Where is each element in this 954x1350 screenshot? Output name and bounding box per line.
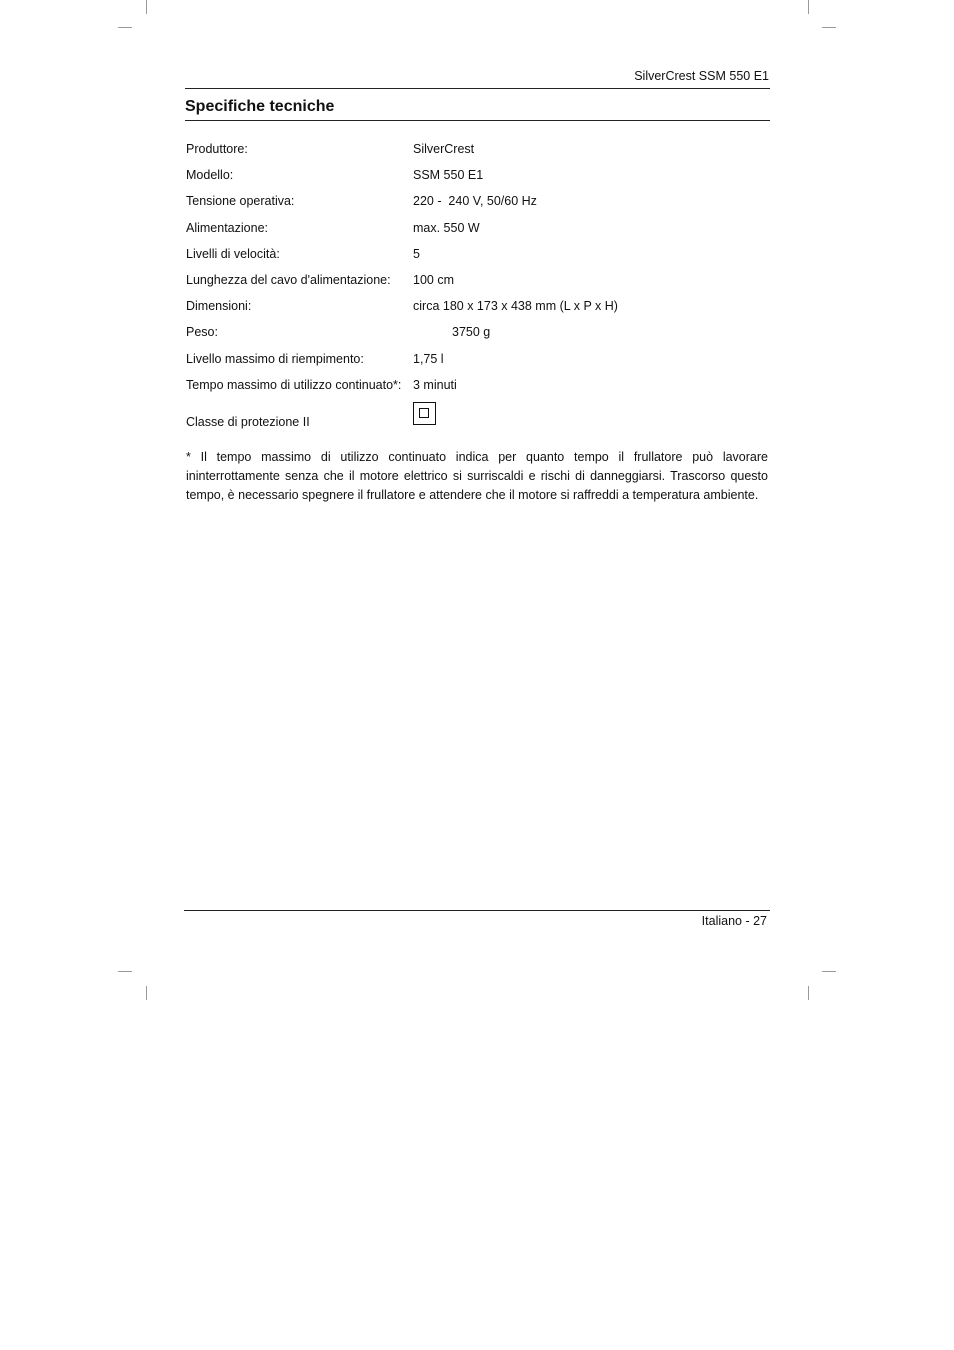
spec-label: Classe di protezione II xyxy=(186,414,310,429)
spec-label: Peso: xyxy=(186,325,218,340)
spec-label: Alimentazione: xyxy=(186,220,268,235)
spec-value: 100 cm xyxy=(413,272,454,287)
spec-row-tensione xyxy=(186,192,770,218)
class-ii-inner-square xyxy=(419,408,429,418)
spec-row-velocita xyxy=(186,245,770,271)
spec-value: 3 minuti xyxy=(413,377,457,392)
crop-mark xyxy=(146,986,147,1000)
spec-row-modello xyxy=(186,166,770,192)
spec-value: SilverCrest xyxy=(413,142,475,156)
spec-value: 3750 g xyxy=(452,325,491,340)
crop-mark xyxy=(808,986,809,1000)
crop-mark xyxy=(808,0,809,14)
spec-value: max. 550 W xyxy=(413,220,480,235)
crop-mark xyxy=(146,0,147,14)
spec-row-dimensioni xyxy=(186,297,770,323)
spec-row-cavo xyxy=(186,271,770,297)
spec-label: Livelli di velocità: xyxy=(186,246,280,261)
spec-label: Lunghezza del cavo d'alimentazione: xyxy=(186,272,391,287)
spec-label: Tempo massimo di utilizzo continuato*: xyxy=(186,377,402,392)
page-number: Italiano - 27 xyxy=(701,914,767,928)
spec-row-produttore xyxy=(186,140,770,166)
footnote: * Il tempo massimo di utilizzo continuato indica per quanto tempo il frullatore può lavorare ininterrottamente senza che il motore elettrico si surriscaldi e rischi di danneggiarsi. Trascorso questo tempo, è necessario spegnere il frullatore e attendere che il motore si raffreddi a temperatura ambiente. xyxy=(186,450,768,502)
title-rule xyxy=(185,120,770,121)
spec-label: Dimensioni: xyxy=(186,299,252,314)
spec-label: Produttore: xyxy=(186,142,248,156)
spec-table xyxy=(186,140,770,442)
spec-value: SSM 550 E1 xyxy=(413,168,484,183)
footer-rule xyxy=(184,910,770,911)
spec-row-tempo xyxy=(186,376,770,402)
spec-label: Modello: xyxy=(186,168,234,183)
spec-label: Tensione operativa: xyxy=(186,194,295,209)
crop-mark xyxy=(822,971,836,972)
spec-value: 5 xyxy=(413,246,420,261)
crop-mark xyxy=(822,27,836,28)
spec-row-peso xyxy=(186,323,770,349)
running-head: SilverCrest SSM 550 E1 xyxy=(634,69,769,83)
spec-row-alimentazione xyxy=(186,219,770,245)
spec-value: 1,75 l xyxy=(413,351,444,366)
crop-mark xyxy=(118,971,132,972)
spec-row-classe xyxy=(186,402,770,442)
spec-label: Livello massimo di riempimento: xyxy=(186,351,364,366)
spec-row-riempimento xyxy=(186,350,770,376)
spec-value: 220 - 240 V, 50/60 Hz xyxy=(413,194,537,209)
section-title: Specifiche tecniche xyxy=(185,98,335,115)
crop-mark xyxy=(118,27,132,28)
spec-value: circa 180 x 173 x 438 mm (L x P x H) xyxy=(413,299,618,314)
header-rule xyxy=(185,88,770,89)
class-ii-double-insulation-icon xyxy=(413,402,436,425)
